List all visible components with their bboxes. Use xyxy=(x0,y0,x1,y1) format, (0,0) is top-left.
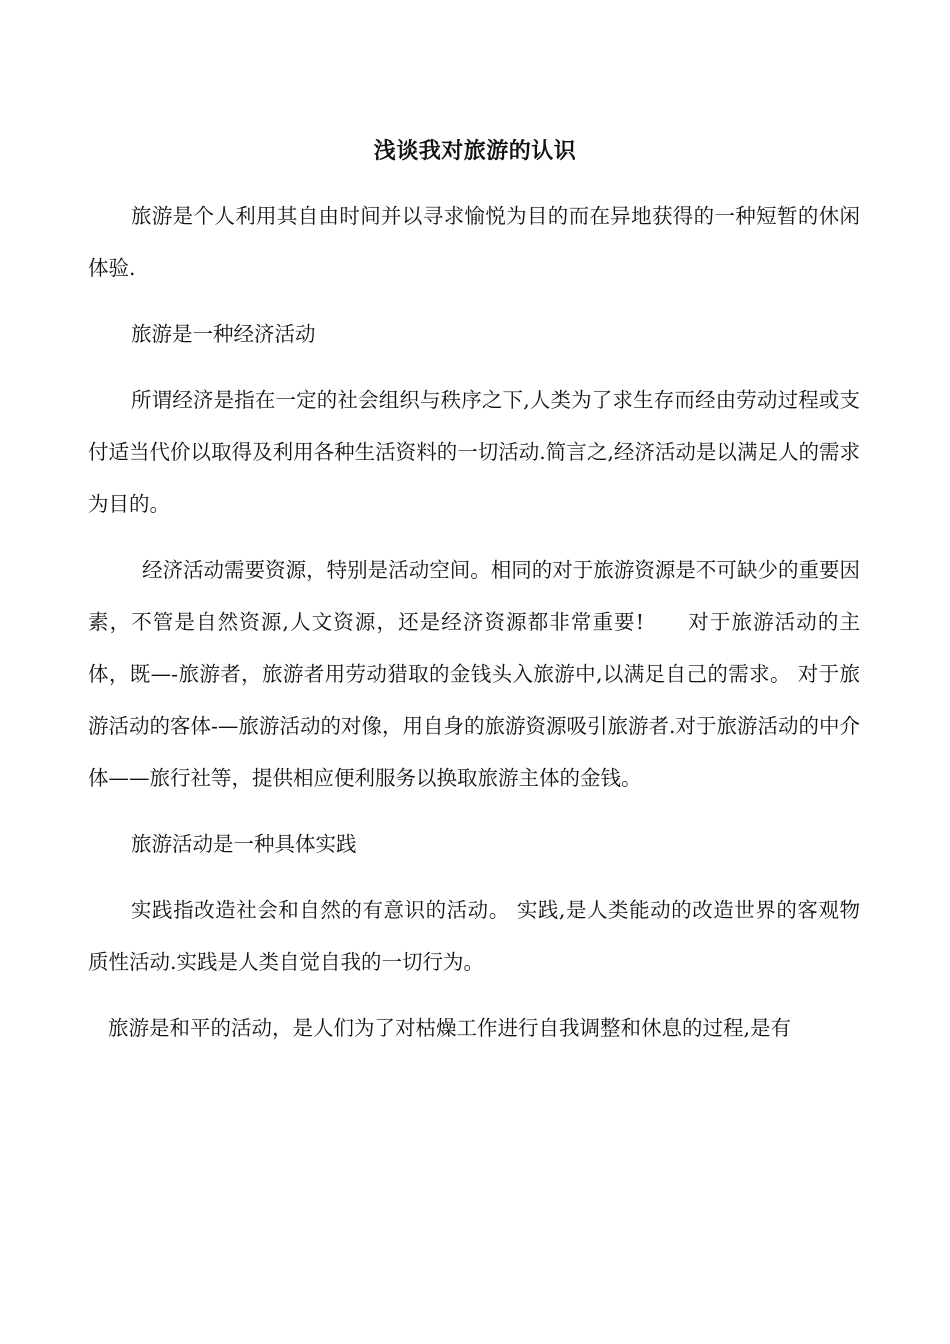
paragraph-practice-definition: 实践指改造社会和自然的有意识的活动。 实践,是人类能动的改造世界的客观物质性活动.实践是人类自觉自我的一切行为。 xyxy=(88,898,860,974)
paragraph-resources: 经济活动需要资源，特别是活动空间。相同的对于旅游资源是不可缺少的重要因素，不管是自然资源,人文资源，还是经济资源都非常重要! 对于旅游活动的主体，既—-旅游者，旅游者用劳动猎取的金钱头入旅游中,以满足自己的需求。 对于旅游活动的客体-—旅游活动的对像，用自身的旅游资源吸引旅游者.对于旅游活动的中介体——旅行社等，提供相应便利服务以换取旅游主体的金钱。 xyxy=(88,558,860,790)
paragraph-definition: 旅游是个人利用其自由时间并以寻求愉悦为目的而在异地获得的一种短暂的休闲体验. xyxy=(88,204,860,280)
paragraph-practice-heading: 旅游活动是一种具体实践 xyxy=(131,832,357,856)
document-body xyxy=(88,190,860,1054)
paragraph-economic-heading: 旅游是一种经济活动 xyxy=(131,322,316,346)
paragraph-peaceful-activity: 旅游是和平的活动，是人们为了对枯燥工作进行自我调整和休息的过程,是有 xyxy=(108,1016,792,1040)
document-title: 浅谈我对旅游的认识 xyxy=(373,139,577,164)
paragraph-economy-definition: 所谓经济是指在一定的社会组织与秩序之下,人类为了求生存而经由劳动过程或支付适当代价以取得及利用各种生活资料的一切活动.简言之,经济活动是以满足人的需求为目的。 xyxy=(88,388,860,516)
